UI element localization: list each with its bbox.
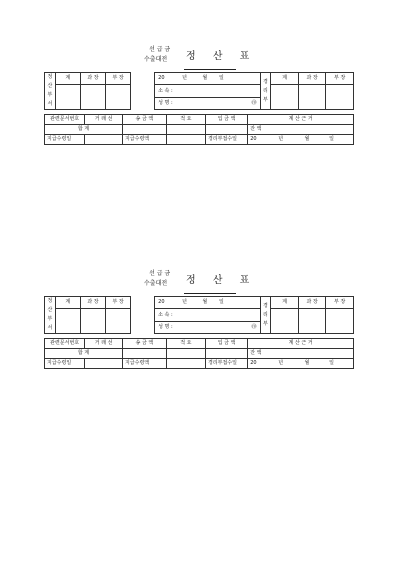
finance-sign-1[interactable] [271, 85, 299, 110]
title-small-2: 수출대전 [144, 280, 168, 287]
title-underline [184, 69, 236, 70]
total-remit[interactable] [122, 125, 166, 135]
affiliation-label: 소 속 : [155, 85, 260, 98]
receipt-day: 일 [329, 136, 334, 142]
receipt-day: 일 [329, 360, 334, 366]
total-summary[interactable] [166, 349, 205, 359]
col-doc-number: 관련문서번호 [45, 115, 85, 125]
payer-date-label: 지급수령일 [45, 359, 85, 369]
date-prefix: 20 [158, 299, 165, 305]
date-day: 일 [218, 75, 224, 81]
total-label: 합 계 [45, 125, 123, 135]
total-deposit[interactable] [205, 125, 247, 135]
finance-label: 경 리 부 [260, 73, 271, 110]
approval-sign-1[interactable] [55, 309, 80, 334]
date-month: 월 [202, 75, 208, 81]
affiliation-label: 소 속 : [155, 309, 260, 322]
finance-header-3: 부 장 [326, 297, 354, 309]
date-day: 일 [218, 299, 224, 305]
form-title [144, 44, 284, 70]
settlement-table [44, 114, 354, 145]
approval-header-3: 부 장 [106, 73, 131, 85]
title-small-1: 선 급 금 [149, 46, 171, 53]
receipt-date-prefix: 20 [250, 360, 257, 366]
finance-header-3: 부 장 [326, 73, 354, 85]
payer-amount-label: 지급수령액 [122, 359, 166, 369]
total-deposit[interactable] [205, 349, 247, 359]
finance-header-2: 과 장 [298, 73, 326, 85]
seal-mark: ㊞ [251, 100, 257, 106]
finance-label: 경 리 부 [260, 297, 271, 334]
approval-sign-2[interactable] [80, 85, 105, 110]
approval-sign-1[interactable] [55, 85, 80, 110]
title-main: 정 산 표 [186, 51, 257, 62]
receipt-month: 월 [304, 360, 310, 366]
receipt-date-label: 경리부접수일 [205, 359, 247, 369]
name-label: 성 명 : [158, 100, 173, 106]
col-client: 거 래 선 [85, 339, 123, 349]
date-prefix: 20 [158, 75, 165, 81]
col-remit-amount: 송 금 액 [122, 115, 166, 125]
finance-header-2: 과 장 [298, 297, 326, 309]
receipt-date-value[interactable] [248, 359, 354, 369]
col-summary: 적 요 [166, 115, 205, 125]
payer-amount-value[interactable] [166, 135, 205, 145]
approval-sign-3[interactable] [106, 309, 131, 334]
date-year: 년 [182, 299, 187, 305]
col-doc-number: 관련문서번호 [45, 339, 85, 349]
title-small-2: 수출대전 [144, 56, 168, 63]
finance-sign-3[interactable] [326, 85, 354, 110]
spacer [131, 297, 155, 334]
name-label: 성 명 : [158, 324, 173, 330]
payer-date-value[interactable] [85, 359, 123, 369]
receipt-year: 년 [278, 360, 284, 366]
approval-header-2: 과 장 [80, 297, 105, 309]
date-line [155, 297, 260, 309]
approval-sign-3[interactable] [106, 85, 131, 110]
receipt-date-prefix: 20 [250, 136, 257, 142]
title-underline [184, 293, 236, 294]
col-deposit: 입 금 액 [205, 115, 247, 125]
name-line [155, 322, 260, 334]
approval-sign-2[interactable] [80, 309, 105, 334]
balance-cell[interactable] [248, 125, 354, 135]
finance-header-1: 계 [271, 297, 299, 309]
finance-sign-3[interactable] [326, 309, 354, 334]
title-small-1: 선 급 금 [149, 270, 171, 277]
seal-mark: ㊞ [251, 324, 257, 330]
payer-amount-value[interactable] [166, 359, 205, 369]
payer-date-label: 지급수령일 [45, 135, 85, 145]
approval-header-2: 과 장 [80, 73, 105, 85]
date-line [155, 73, 260, 85]
receipt-date-label: 경리부접수일 [205, 135, 247, 145]
receipt-month: 월 [304, 136, 310, 142]
finance-sign-1[interactable] [271, 309, 299, 334]
form-title [144, 268, 284, 294]
spacer [131, 73, 155, 110]
balance-label: 잔 액 [250, 126, 262, 132]
col-summary: 적 요 [166, 339, 205, 349]
col-calc-basis: 계 산 근 거 [248, 115, 354, 125]
approval-header-1: 계 [55, 297, 80, 309]
payer-date-value[interactable] [85, 135, 123, 145]
col-remit-amount: 송 금 액 [122, 339, 166, 349]
date-month: 월 [202, 299, 208, 305]
col-calc-basis: 계 산 근 거 [248, 339, 354, 349]
settlement-table [44, 338, 354, 369]
balance-cell[interactable] [248, 349, 354, 359]
dept-label: 정 산 부 서 [45, 73, 56, 110]
receipt-year: 년 [278, 136, 284, 142]
approval-block [44, 72, 354, 110]
total-summary[interactable] [166, 125, 205, 135]
finance-sign-2[interactable] [298, 309, 326, 334]
total-remit[interactable] [122, 349, 166, 359]
dept-label: 정 산 부 서 [45, 297, 56, 334]
finance-header-1: 계 [271, 73, 299, 85]
col-client: 거 래 선 [85, 115, 123, 125]
total-label: 합 계 [45, 349, 123, 359]
approval-header-3: 부 장 [106, 297, 131, 309]
title-main: 정 산 표 [186, 275, 257, 286]
receipt-date-value[interactable] [248, 135, 354, 145]
balance-label: 잔 액 [250, 350, 262, 356]
approval-block [44, 296, 354, 334]
date-year: 년 [182, 75, 187, 81]
col-deposit: 입 금 액 [205, 339, 247, 349]
payer-amount-label: 지급수령액 [122, 135, 166, 145]
name-line [155, 98, 260, 110]
approval-header-1: 계 [55, 73, 80, 85]
finance-sign-2[interactable] [298, 85, 326, 110]
